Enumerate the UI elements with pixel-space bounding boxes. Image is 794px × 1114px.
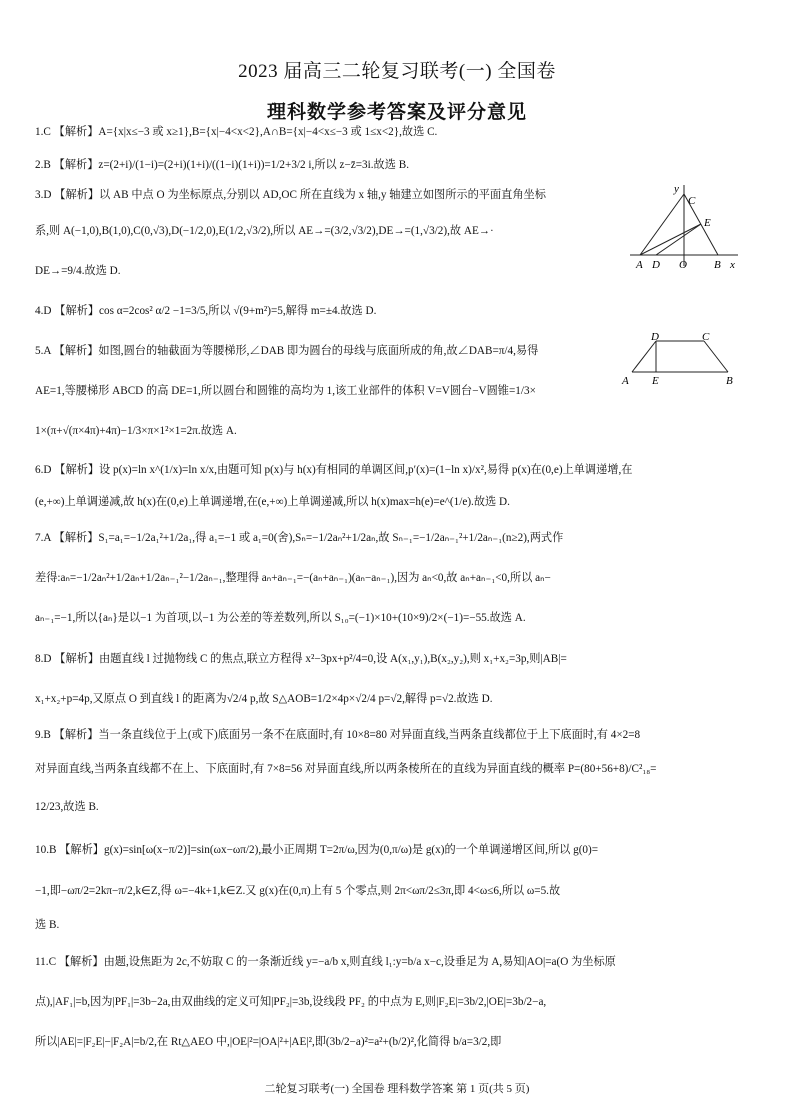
document-title: 2023 届高三二轮复习联考(一) 全国卷 [238, 61, 556, 82]
answer-line: 12/23,故选 B. [35, 801, 99, 813]
fig5-label: C [702, 332, 710, 343]
answer-line: AE=1,等腰梯形 ABCD 的高 DE=1,所以圆台和圆锥的高均为 1,该工业部件的体积 V=V圆台−V圆锥=1/3× [35, 385, 536, 397]
answer-line: 1.C 【解析】A={x|x≤−3 或 x≥1},B={x|−4<x<2},A∩B={x|−4<x≤−3 或 1≤x<2},故选 C. [35, 126, 438, 138]
answer-line: 差得:aₙ=−1/2aₙ²+1/2aₙ+1/2aₙ₋₁²−1/2aₙ₋₁,整理得 aₙ+aₙ₋₁=−(aₙ+aₙ₋₁)(aₙ−aₙ₋₁),因为 aₙ<0,故 aₙ+aₙ₋₁<0,所以 aₙ− [35, 572, 551, 584]
answer-line: 7.A 【解析】S₁=a₁=−1/2a₁²+1/2a₁,得 a₁=−1 或 a₁=0(舍),Sₙ=−1/2aₙ²+1/2aₙ,故 Sₙ₋₁=−1/2aₙ₋₁²+1/2aₙ₋₁(n≥2),两式作 [35, 532, 564, 544]
answer-line: aₙ₋₁=−1,所以{aₙ}是以−1 为首项,以−1 为公差的等差数列,所以 S₁₀=(−1)×10+(10×9)/2×(−1)=−55.故选 A. [35, 612, 526, 624]
answer-line: x₁+x₂+p=4p,又原点 O 到直线 l 的距离为√2/4 p,故 S△AOB=1/2×4p×√2/4 p=√2,解得 p=√2.故选 D. [35, 693, 493, 705]
fig5-label: B [726, 375, 733, 386]
fig5-label: E [652, 375, 659, 386]
fig3-label: E [704, 217, 711, 229]
answer-line: 所以|AE|=|F₂E|−|F₂A|=b/2,在 Rt△AEO 中,|OE|²=|OA|²+|AE|²,即(3b/2−a)²=a²+(b/2)²,化简得 b/a=3/2,即 [35, 1036, 502, 1048]
answer-line: 5.A 【解析】如图,圆台的轴截面为等腰梯形,∠DAB 即为圆台的母线与底面所成的角,故∠DAB=π/4,易得 [35, 345, 539, 357]
answer-line: 选 B. [35, 919, 60, 931]
document-subtitle: 理科数学参考答案及评分意见 [266, 101, 527, 123]
answer-line: 点),|AF₁|=b,因为|PF₁|=3b−2a,由双曲线的定义可知|PF₂|=3b,设线段 PF₂ 的中点为 E,则|F₂E|=3b/2,|OE|=3b/2−a, [35, 996, 547, 1008]
fig3-label: y [674, 183, 679, 195]
answer-line: DE→=9/4.故选 D. [35, 265, 121, 277]
fig3-label: B [714, 259, 721, 270]
fig3-label: C [688, 195, 696, 207]
fig3-label: x [730, 259, 735, 270]
fig5-label: A [622, 375, 629, 386]
answer-line: 1×(π+√(π×4π)+4π)−1/3×π×1²×1=2π.故选 A. [35, 425, 237, 437]
fig3-label: O [679, 259, 687, 270]
answer-line: 6.D 【解析】设 p(x)=ln x^(1/x)=ln x/x,由题可知 p(x)与 h(x)有相同的单调区间,p′(x)=(1−ln x)/x²,易得 p(x)在(0,e)上单调递增,在 [35, 464, 633, 476]
answer-line: 3.D 【解析】以 AB 中点 O 为坐标原点,分别以 AD,OC 所在直线为 x 轴,y 轴建立如图所示的平面直角坐标 [35, 189, 546, 201]
figure-problem-5 [618, 332, 738, 386]
answer-line: 8.D 【解析】由题直线 l 过抛物线 C 的焦点,联立方程得 x²−3px+p²/4=0,设 A(x₁,y₁),B(x₂,y₂),则 x₁+x₂=3p,则|AB|= [35, 653, 567, 665]
figure-problem-3 [630, 182, 740, 270]
answer-line: (e,+∞)上单调递减,故 h(x)在(0,e)上单调递增,在(e,+∞)上单调递减,所以 h(x)max=h(e)=e^(1/e).故选 D. [35, 496, 510, 508]
answer-line: 4.D 【解析】cos α=2cos² α/2 −1=3/5,所以 √(9+m²)=5,解得 m=±4.故选 D. [35, 305, 377, 317]
answer-line: 2.B 【解析】z=(2+i)/(1−i)=(2+i)(1+i)/((1−i)(1+i))=1/2+3/2 i,所以 z−z̄=3i.故选 B. [35, 159, 409, 171]
fig3-label: A [636, 259, 643, 270]
answer-line: 11.C 【解析】由题,设焦距为 2c,不妨取 C 的一条渐近线 y=−a/b x,则直线 l₁:y=b/a x−c,设垂足为 A,易知|AO|=a(O 为坐标原 [35, 956, 616, 968]
page-footer: 二轮复习联考(一) 全国卷 理科数学答案 第 1 页(共 5 页) [264, 1083, 530, 1095]
answer-line: −1,即−ωπ/2=2kπ−π/2,k∈Z,得 ω=−4k+1,k∈Z.又 g(x)在(0,π)上有 5 个零点,则 2π<ωπ/2≤3π,即 4<ω≤6,所以 ω=5.故 [35, 885, 561, 897]
answer-line: 对异面直线,当两条直线都不在上、下底面时,有 7×8=56 对异面直线,所以两条棱所在的直线为异面直线的概率 P=(80+56+8)/C²₁₈= [35, 763, 657, 775]
answer-line: 系,则 A(−1,0),B(1,0),C(0,√3),D(−1/2,0),E(1/2,√3/2),所以 AE→=(3/2,√3/2),DE→=(1,√3/2),故 AE→· [35, 225, 494, 237]
answer-line: 9.B 【解析】当一条直线位于上(或下)底面另一条不在底面时,有 10×8=80 对异面直线,当两条直线都位于上下底面时,有 4×2=8 [35, 729, 641, 741]
fig3-label: D [652, 259, 660, 270]
fig5-label: D [651, 332, 659, 343]
answer-line: 10.B 【解析】g(x)=sin[ω(x−π/2)]=sin(ωx−ωπ/2),最小正周期 T=2π/ω,因为(0,π/ω)是 g(x)的一个单调递增区间,所以 g(0)= [35, 844, 599, 856]
